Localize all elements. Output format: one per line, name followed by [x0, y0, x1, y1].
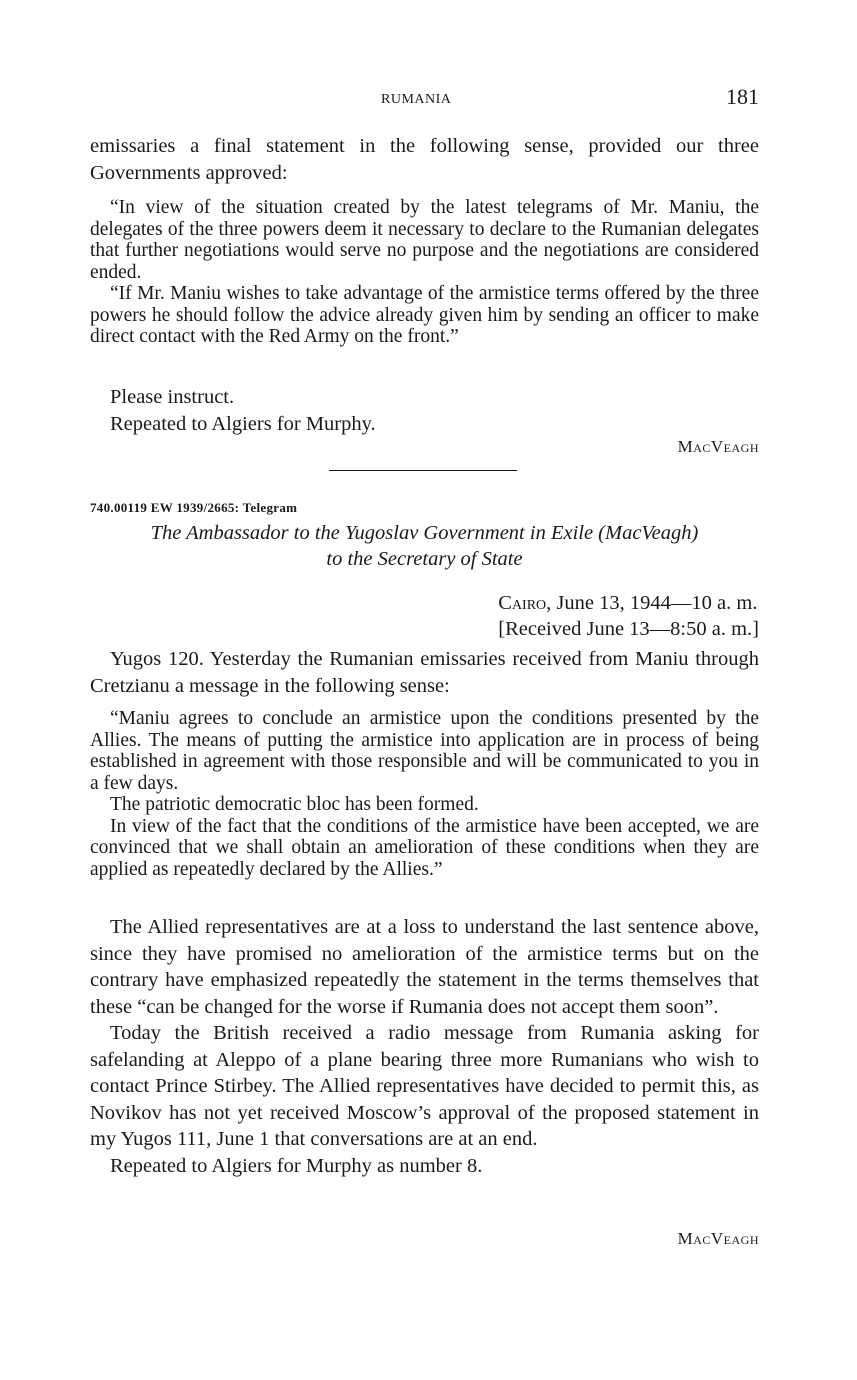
date-place: Cairo, [498, 592, 552, 614]
date-time: June 13, 1944—10 a. m. [551, 592, 758, 614]
document-title-line-2: to the Secretary of State [326, 548, 523, 570]
page-number: 181 [726, 84, 759, 109]
file-reference: 740.00119 EW 1939/2665: Telegram [90, 500, 298, 515]
doc2-intro [90, 646, 759, 699]
doc2-body [90, 914, 759, 1179]
doc2-quote [90, 708, 759, 880]
doc2-paragraph-1: Yugos 120. Yesterday the Rumanian emissaries received from Maniu through Cretzianu a message in the following sense: [90, 648, 759, 697]
doc1-quote-paragraph-1: “In view of the situation created by the latest telegrams of Mr. Maniu, the delegates of the three powers deem it necessary to declare to the Rumanian delegates that further negotiations would serve no purpose and the negotiations are considered ended. [90, 197, 759, 283]
doc1-quote-paragraph-2: “If Mr. Maniu wishes to take advantage of the armistice terms offered by the three powers he should follow the advice already given him by sending an officer to make direct contact with the Red Army on the front.” [90, 283, 759, 347]
doc1-intro [90, 133, 759, 186]
doc1-signature: MacVeagh [677, 437, 759, 456]
date-sent [498, 590, 759, 616]
doc1-closing [90, 384, 759, 437]
doc2-paragraph-3: Today the British received a radio message from Rumania asking for safelanding at Aleppo of a plane bearing three more Rumanians who wish to contact Prince Stirbey. The Allied representatives have decided to permit this, as Novikov has not yet received Moscow’s approval of the proposed statement in my Yugos 111, June 1 that conversations are at an end. [90, 1022, 759, 1150]
doc1-repeated: Repeated to Algiers for Murphy. [110, 412, 376, 435]
doc2-quote-paragraph-3: In view of the fact that the conditions of the armistice have been accepted, we are convinced that we shall obtain an amelioration of these conditions when they are applied as repeatedly declared by the Allies.” [90, 815, 759, 880]
document-title [90, 520, 759, 572]
doc1-intro-paragraph: emissaries a final statement in the following sense, provided our three Governments approved: [90, 135, 759, 184]
doc2-quote-paragraph-2: The patriotic democratic bloc has been formed. [110, 794, 479, 815]
doc2-paragraph-2: The Allied representatives are at a loss to understand the last sentence above, since they have promised no amelioration of the armistice terms but on the contrary have emphasized repeatedly the statement in the terms themselves that these “can be changed for the worse if Rumania does not accept them soon”. [90, 916, 759, 1018]
doc1-instruct: Please instruct. [110, 386, 235, 408]
date-received: [Received June 13—8:50 a. m.] [498, 618, 759, 640]
doc2-signature: MacVeagh [677, 1229, 759, 1248]
document-title-line-1: The Ambassador to the Yugoslav Government in Exile (MacVeagh) [150, 522, 699, 544]
doc1-quote [90, 197, 759, 348]
running-title: RUMANIA [381, 92, 452, 107]
doc2-paragraph-4: Repeated to Algiers for Murphy as number 8. [110, 1154, 483, 1177]
dateline [498, 590, 759, 642]
section-divider [329, 470, 517, 471]
doc2-quote-paragraph-1: “Maniu agrees to conclude an armistice upon the conditions presented by the Allies. The means of putting the armistice into application are in process of being established in agreement with those responsible and will be communicated to you in a few days. [90, 708, 759, 794]
